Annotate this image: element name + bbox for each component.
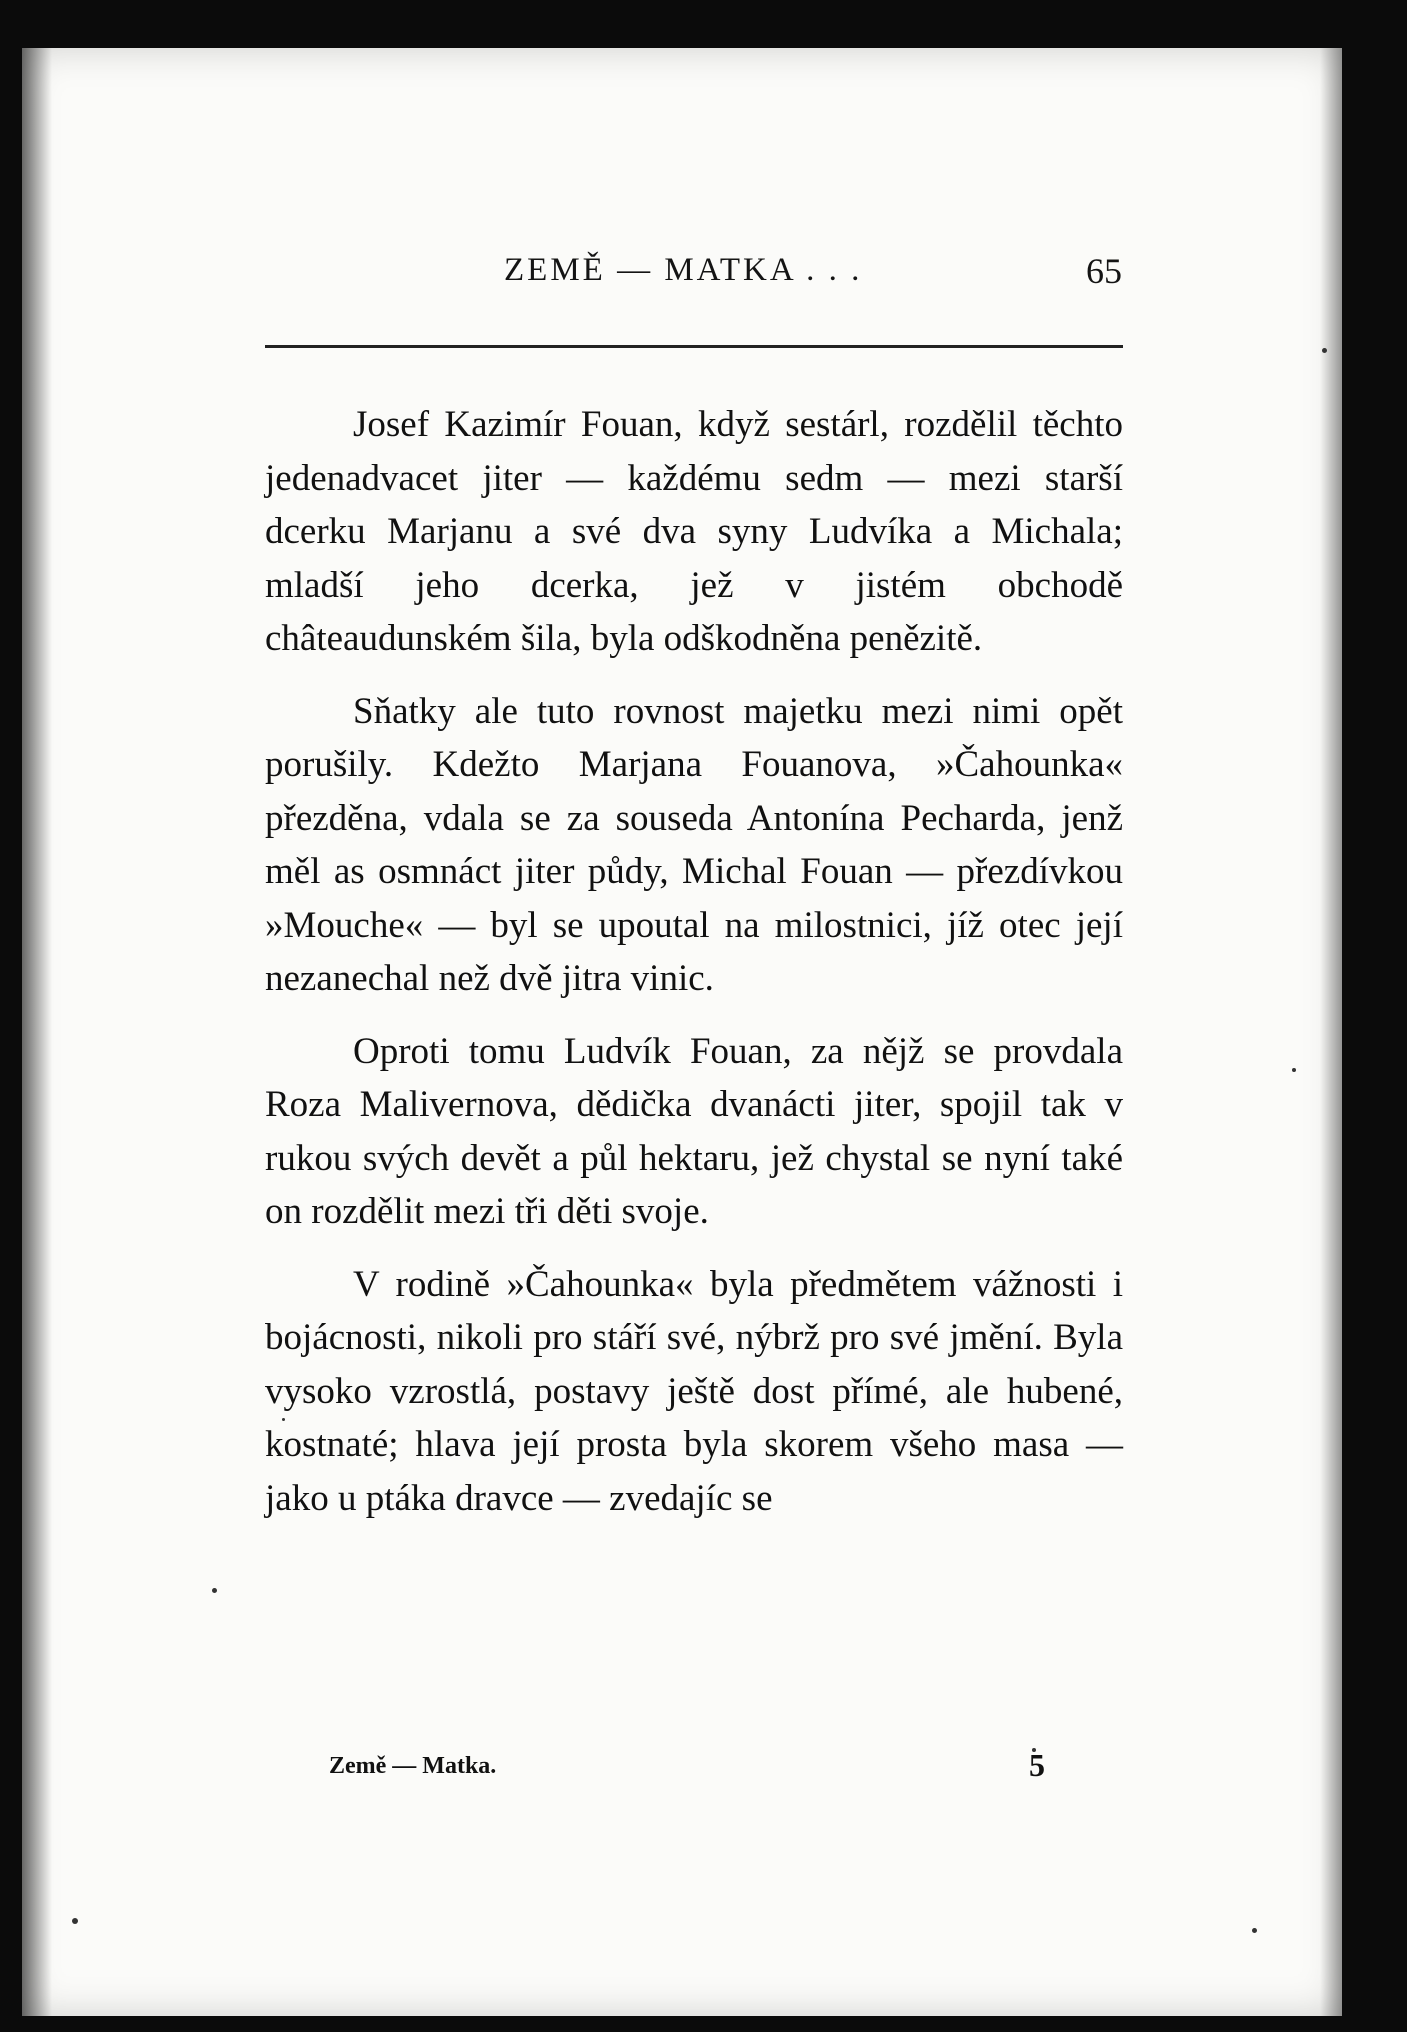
running-head — [242, 248, 1122, 308]
scan-speck — [1322, 348, 1327, 353]
header-rule — [265, 345, 1123, 348]
paragraph: V rodině »Čahounka« byla předmětem vážnosti i bojácnosti, nikoli pro stáří své, nýbrž pro své jmění. Byla vysoko vzrostlá, postavy ještě dost přímé, ale hubené, kostnaté; hlava její prosta byla skorem všeho masa — jako u ptáka dravce — zvedajíc se — [265, 1263, 1123, 1519]
scan-speck — [1252, 1928, 1257, 1933]
scan-speck — [1292, 1068, 1296, 1072]
paragraph: Oproti tomu Ludvík Fouan, za nějž se provdala Roza Malivernova, dědička dvanácti jiter, spojil tak v rukou svých devět a půl hektaru, jež chystal se nyní také on rozdělit mezi tři děti svoje. — [265, 1030, 1123, 1232]
spine-shadow — [22, 48, 52, 2016]
paragraph: Sňatky ale tuto rovnost majetku mezi nimi opět porušily. Kdežto Marjana Fouanova, »Čahounka« přezděna, vdala se za souseda Antonína Pecharda, jenž měl as osmnáct jiter půdy, Michal Fouan — přezdívkou »Mouche« — byl se upoutal na milostnici, jíž otec její nezanechal než dvě jitra vinic. — [265, 690, 1123, 999]
page-edge-shadow — [1320, 48, 1342, 2016]
signature-title: Země — Matka. — [329, 1753, 497, 1779]
scan-speck — [212, 1588, 217, 1593]
signature-number: 5 — [1029, 1747, 1045, 1783]
scan-speck — [72, 1918, 78, 1924]
paragraph: Josef Kazimír Fouan, když sestárl, rozdělil těchto jedenadvacet jiter — každému sedm — mezi starší dcerku Marjanu a své dva syny Ludvíka a Michala; mladší jeho dcerka, jež v jistém obchodě châteaudunském šila, byla odškodněna penězitě. — [265, 404, 1123, 659]
body-text — [265, 398, 1123, 1525]
signature-line — [265, 1747, 1045, 1793]
running-title: ZEMĚ — MATKA . . . — [504, 252, 863, 288]
page-number: 65 — [1086, 251, 1122, 291]
